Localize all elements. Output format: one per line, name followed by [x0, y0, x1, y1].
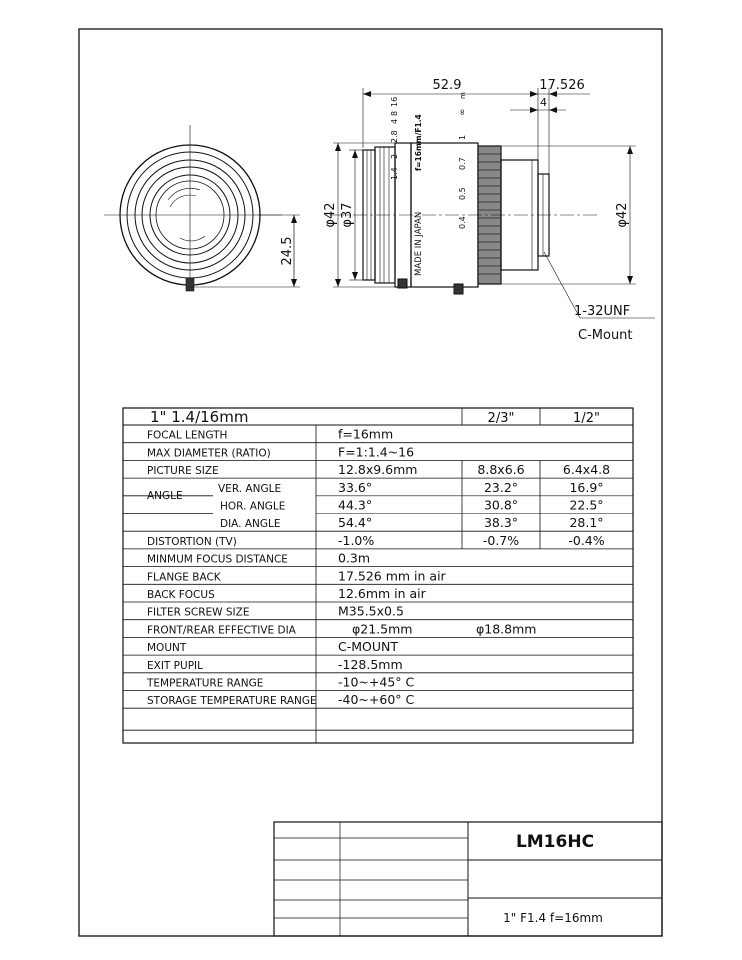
row-label: MAX DIAMETER (RATIO)	[147, 447, 271, 460]
spec-marking: f=16mm/F1.4	[414, 114, 423, 171]
row-value: -10~+45° C	[338, 674, 415, 690]
iris-scale-2.8: 2.8	[390, 130, 399, 143]
front-view	[104, 125, 300, 291]
focus-scale-0.7: 0.7	[458, 157, 467, 170]
dim-phi42-left-text: φ42	[323, 202, 338, 228]
row-sublabel: DIA. ANGLE	[220, 518, 281, 531]
mount-type-text: C-Mount	[578, 328, 633, 343]
spec-table	[123, 408, 633, 743]
row-value: 30.8°	[483, 497, 519, 513]
row-value: -128.5mm	[338, 656, 403, 672]
row-value: 12.6mm in air	[338, 586, 426, 601]
iris-scale-2: 2	[390, 153, 399, 159]
row-label: FRONT/REAR EFFECTIVE DIA	[147, 624, 296, 637]
dim-52-9-text: 52.9	[432, 78, 462, 93]
row-value: 22.5°	[569, 497, 604, 513]
row-value: 44.3°	[338, 497, 373, 513]
row-value: -0.7%	[482, 532, 520, 548]
row-value: 6.4x4.8	[562, 462, 611, 478]
row-value: 8.8x6.6	[477, 462, 525, 478]
row-value: M35.5x0.5	[338, 603, 404, 619]
row-sublabel: HOR. ANGLE	[220, 500, 286, 513]
row-label: FLANGE BACK	[147, 571, 221, 584]
focus-scale-inf: ∞	[458, 108, 468, 116]
row-label: STORAGE TEMPERATURE RANGE	[147, 695, 317, 708]
focus-scale-0.5: 0.5	[458, 187, 467, 200]
row-value: 33.6°	[338, 479, 373, 495]
row-label: DISTORTION (TV)	[147, 535, 237, 548]
title-block	[274, 822, 662, 936]
iris-scale-8: 8	[390, 110, 399, 116]
row-label: BACK FOCUS	[147, 589, 215, 601]
model-description: 1" F1.4 f=16mm	[503, 911, 603, 925]
row-label: ANGLE	[147, 489, 183, 502]
lock-screw-front	[398, 279, 407, 288]
row-value: 16.9°	[569, 479, 604, 495]
row-sublabel: VER. ANGLE	[218, 482, 282, 495]
dim-17-526-text: 17.526	[539, 78, 585, 93]
row-value: C-MOUNT	[338, 639, 398, 655]
row-value: -1.0%	[338, 532, 375, 548]
table-title: 1" 1.4/16mm	[150, 408, 249, 426]
row-value: 17.526 mm in air	[338, 568, 446, 584]
row-value: φ18.8mm	[476, 621, 537, 637]
front-lock-screw	[186, 278, 194, 291]
row-value: f=16mm	[338, 426, 394, 442]
row-value: 54.4°	[338, 515, 373, 531]
header-col-1-2: 1/2"	[573, 411, 600, 426]
iris-scale-16: 16	[390, 96, 399, 107]
barrel-markings	[390, 92, 468, 276]
dim-4-text: 4	[540, 96, 547, 109]
row-value: -0.4%	[568, 532, 605, 548]
lock-screw-rear	[454, 284, 463, 294]
dim-phi42-right-text: φ42	[615, 202, 630, 228]
row-value: 0.3m	[338, 550, 371, 566]
row-value: 23.2°	[483, 479, 519, 495]
glass-highlight	[168, 188, 200, 200]
iris-scale-1.4: 1.4	[390, 167, 399, 180]
row-value: -40~+60° C	[338, 692, 415, 708]
origin-marking: MADE IN JAPAN	[414, 211, 424, 276]
row-label: EXIT PUPIL	[147, 659, 203, 672]
model-number: LM16HC	[515, 832, 595, 852]
row-label: MOUNT	[147, 642, 187, 655]
focus-unit: m	[459, 92, 467, 99]
row-label: MINMUM FOCUS DISTANCE	[147, 553, 288, 566]
row-value: F=1:1.4~16	[338, 444, 415, 460]
iris-scale-4: 4	[390, 118, 399, 124]
focus-scale-0.4: 0.4	[458, 216, 467, 229]
dim-24-5-text: 24.5	[280, 236, 295, 266]
row-label: TEMPERATURE RANGE	[147, 677, 264, 690]
row-label: FOCAL LENGTH	[147, 429, 228, 442]
dim-phi37-text: φ37	[340, 202, 355, 228]
thread-spec-text: 1-32UNF	[574, 304, 631, 319]
row-label: PICTURE SIZE	[147, 465, 219, 478]
row-value: 12.8x9.6mm	[338, 462, 418, 478]
row-value: φ21.5mm	[352, 621, 413, 637]
row-label: FILTER SCREW SIZE	[147, 606, 250, 619]
header-col-2-3: 2/3"	[487, 411, 515, 426]
row-value: 28.1°	[569, 515, 604, 531]
row-value: 38.3°	[483, 515, 519, 531]
focus-scale-1: 1	[458, 134, 467, 140]
